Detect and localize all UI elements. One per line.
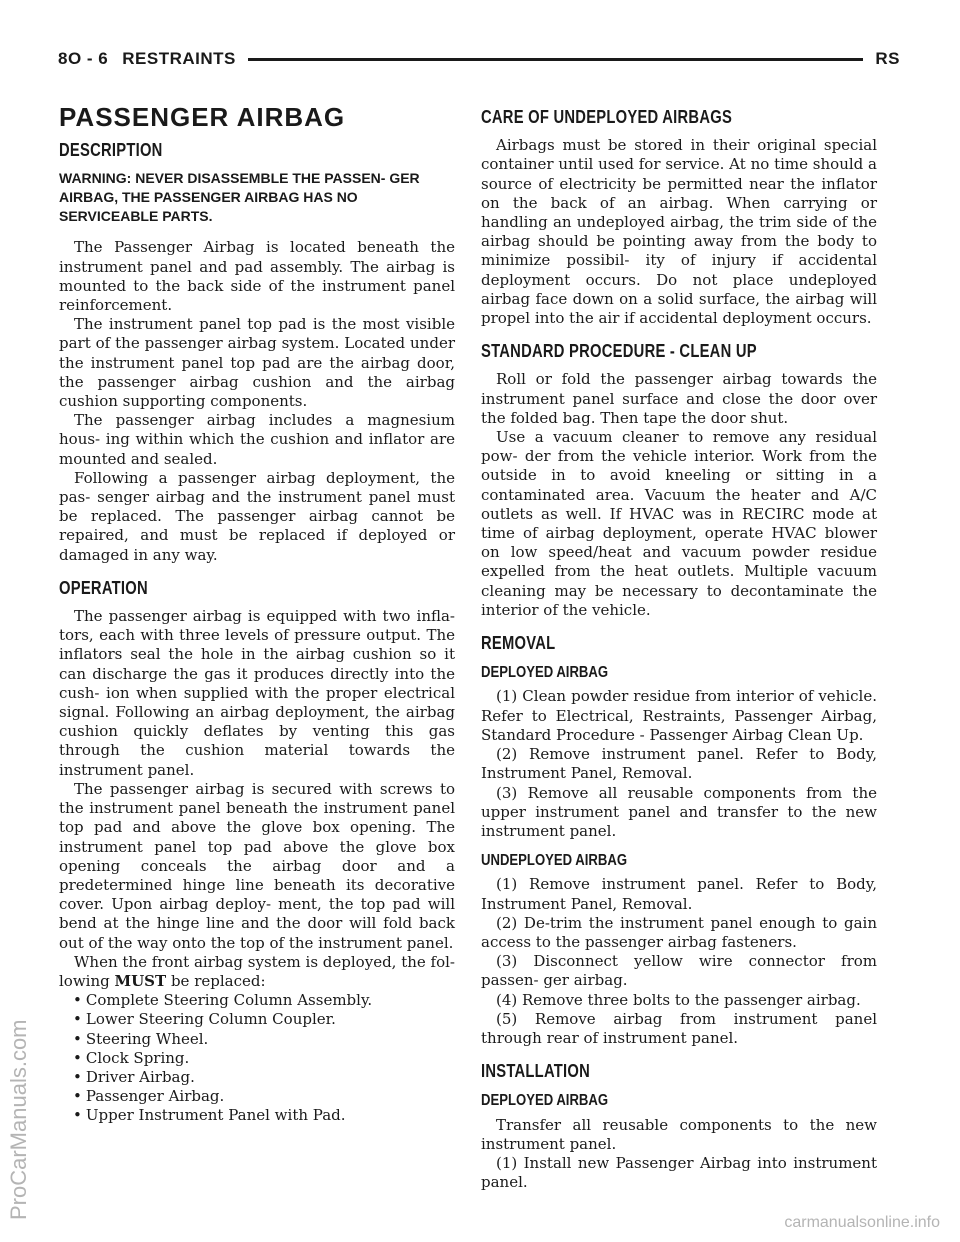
care-paragraph: Airbags must be stored in their original special container until used for service. At no time should a source of electricity be permitted near the inflator on the back of an airbag. When carrying or handling an undeployed airbag, the trim side of the airbag should be pointing away from the body to minimize possibil- ity of injury if accidental deployment occurs. Do not place undeployed airbag face down on a solid surface, the airbag will propel into the air if accidental deployment occurs. [481,136,877,328]
header-rule [248,58,864,61]
list-item: • Lower Steering Column Coupler. [73,1010,455,1029]
list-item: • Clock Spring. [73,1049,455,1068]
procedure-step: (3) Remove all reusable components from the upper instrument panel and transfer to the new instrument panel. [481,783,877,840]
procedure-step: (1) Clean powder residue from interior of vehicle. Refer to Electrical, Restraints, Passenger Airbag, Standard Procedure - Passenger Airbag Clean Up. [481,687,877,744]
description-heading: DESCRIPTION [59,140,163,161]
operation-paragraph: When the front airbag system is deployed, the fol- lowing MUST be replaced: [59,952,455,990]
installation-heading: INSTALLATION [481,1061,590,1082]
clean-up-heading: STANDARD PROCEDURE - CLEAN UP [481,341,757,362]
clean-up-paragraph: Roll or fold the passenger airbag towards the instrument panel surface and close the door over the folded bag. Then tape the door shut. [481,370,877,427]
left-column [59,102,455,1126]
list-item: • Complete Steering Column Assembly. [73,991,455,1010]
operation-heading: OPERATION [59,577,148,598]
footer-watermark: carmanualsonline.info [784,1214,940,1231]
procedure-step: (2) De-trim the instrument panel enough to gain access to the passenger airbag fasteners. [481,913,877,951]
removal-heading: REMOVAL [481,633,556,654]
clean-up-paragraph: Use a vacuum cleaner to remove any residual pow- der from the vehicle interior. Work from the outside in to avoid kneeling or sitting in a contaminated area. Vacuum the heater and A/C outlets as well. If HVAC was in RECIRC mode at time of airbag deployment, operate HVAC blower on low speed/heat and vacuum powder residue expelled from the heat outlets. Multiple vacuum cleaning may be necessary to decontaminate the interior of the vehicle. [481,428,877,619]
side-watermark: ProCarManuals.com [6,1019,31,1220]
removal-undeployed-heading: UNDEPLOYED AIRBAG [481,852,628,870]
replacement-list [59,991,455,1125]
operation-paragraph: The passenger airbag is equipped with two infla- tors, each with three levels of pressure output. The inflators seal the hole in the airbag cushion so it can discharge the gas it produces directly into the cush- ion when supplied with the proper electrical signal. Following an airbag deployment, the airbag cushion quickly deflates by venting this gas through the cushion material towards the instrument panel. [59,607,455,779]
operation-paragraph: The passenger airbag is secured with screws to the instrument panel beneath the instrument panel top pad and above the glove box opening. The instrument panel top pad above the glove box opening conceals the airbag door and a predetermined hinge line beneath its decorative cover. Upon airbag deploy- ment, the top pad will bend at the hinge line and the door will fold back out of the way onto the top of the instrument panel. [59,779,455,952]
page-title: PASSENGER AIRBAG [59,102,346,132]
list-item: • Passenger Airbag. [73,1087,455,1106]
procedure-step: (2) Remove instrument panel. Refer to Body, Instrument Panel, Removal. [481,745,877,783]
section-name: RESTRAINTS [122,49,236,68]
description-paragraph: The instrument panel top pad is the most visible part of the passenger airbag system. Located under the instrument panel top pad are the airbag door, the passenger airbag cushion and the airbag cushion supporting components. [59,315,455,411]
care-heading: CARE OF UNDEPLOYED AIRBAGS [481,107,733,127]
procedure-step: (5) Remove airbag from instrument panel through rear of instrument panel. [481,1009,877,1047]
section-code: RS [875,49,900,68]
description-paragraph: The Passenger Airbag is located beneath the instrument panel and pad assembly. The airbag is mounted to the back side of the instrument panel reinforcement. [59,238,455,315]
procedure-step: (4) Remove three bolts to the passenger airbag. [496,990,861,1009]
installation-deployed-heading: DEPLOYED AIRBAG [481,1092,609,1110]
warning-text: WARNING: NEVER DISASSEMBLE THE PASSEN- GER AIRBAG, THE PASSENGER AIRBAG HAS NO SERVICEABLE PARTS. [59,170,420,225]
installation-paragraph: Transfer all reusable components to the new instrument panel. [481,1115,877,1153]
description-paragraph: Following a passenger airbag deployment, the pas- senger airbag and the instrument panel must be replaced. The passenger airbag cannot be repaired, and must be replaced if deployed or damaged in any way. [59,468,455,564]
procedure-step: (3) Disconnect yellow wire connector from passen- ger airbag. [481,952,877,990]
list-item: • Driver Airbag. [73,1068,455,1087]
removal-deployed-heading: DEPLOYED AIRBAG [481,664,609,682]
procedure-step: (1) Install new Passenger Airbag into instrument panel. [481,1153,877,1192]
description-paragraph: The passenger airbag includes a magnesium hous- ing within which the cushion and inflator are mounted and sealed. [59,411,455,468]
list-item: • Upper Instrument Panel with Pad. [73,1106,455,1125]
page-number: 8O - 6 [58,49,109,68]
list-item: • Steering Wheel. [73,1030,455,1049]
page-header [58,46,900,72]
right-column [481,108,877,1192]
must-emphasis: MUST [114,971,167,990]
procedure-step: (1) Remove instrument panel. Refer to Body, Instrument Panel, Removal. [481,875,877,913]
